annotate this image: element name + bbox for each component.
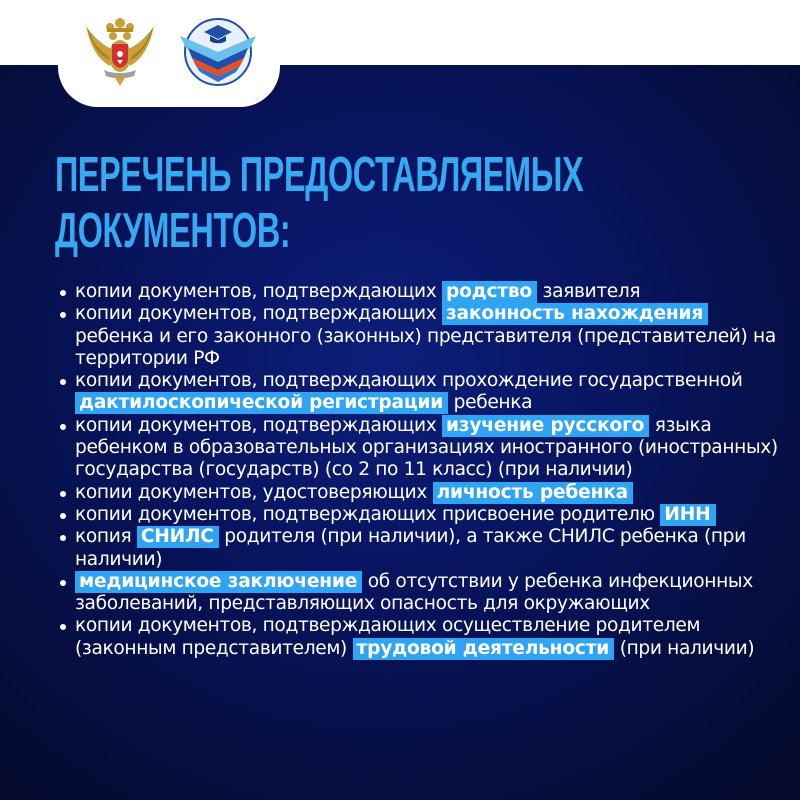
- bullet-icon: [60, 535, 66, 541]
- bullet-icon: [60, 624, 66, 630]
- item-text: копии документов, подтверждающих: [75, 281, 442, 302]
- education-book-logo-icon: [178, 14, 258, 89]
- documents-list: [58, 281, 778, 660]
- list-item: [58, 571, 778, 616]
- highlight-label: изучение русского: [442, 415, 649, 437]
- item-text: (при наличии): [614, 637, 755, 659]
- item-text: копии документов, подтверждающих: [75, 414, 442, 436]
- bullet-icon: [60, 379, 66, 385]
- item-text: об отсутствии у ребенка инфекционных заболеваний, представляющих опасность для окружающих: [75, 570, 753, 615]
- page-title: [55, 147, 583, 259]
- item-text: языка ребенком в образовательных организациях иностранного (иностранных) государства (государств) (со 2 по 11 класс) (при наличии): [75, 414, 778, 481]
- title-line-2: ДОКУМЕНТОВ:: [55, 204, 291, 258]
- list-item: [58, 415, 778, 482]
- bullet-icon: [60, 491, 66, 497]
- item-text: родителя (при наличии), а также СНИЛС ребенка (при наличии): [75, 526, 746, 570]
- bullet-icon: [60, 513, 66, 519]
- item-text: заявителя: [537, 281, 641, 302]
- item-text: копии документов, подтверждающих присвоение родителю: [75, 503, 661, 525]
- highlight-label: трудовой деятельности: [353, 638, 615, 660]
- highlight-label: личность ребенка: [433, 482, 633, 504]
- item-text: копии документов, подтверждающих: [75, 303, 442, 325]
- highlight-label: дактилоскопической регистрации: [75, 392, 448, 414]
- highlight-label: медицинское заключение: [75, 571, 362, 593]
- list-item: [58, 504, 778, 526]
- title-line-1: ПЕРЕЧЕНЬ ПРЕДОСТАВЛЯЕМЫХ: [55, 148, 584, 202]
- item-text: копии документов, подтверждающих прохождение государственной: [75, 370, 743, 392]
- bullet-icon: [60, 580, 66, 586]
- bullet-icon: [60, 424, 66, 430]
- list-item: [58, 303, 778, 370]
- list-item: [58, 281, 778, 303]
- list-item: [58, 526, 778, 571]
- highlight-label: СНИЛС: [137, 526, 219, 548]
- bullet-icon: [60, 290, 66, 296]
- item-text: ребенка и его законного (законных) представителя (представителей) на территории РФ: [75, 325, 776, 369]
- highlight-label: родство: [442, 281, 537, 303]
- item-text: копия: [75, 526, 137, 548]
- highlight-label: законность нахождения: [442, 303, 708, 325]
- item-text: копии документов, удостоверяющих: [75, 481, 433, 503]
- item-text: копии документов, подтверждающих осуществление родителем (законным представителем): [75, 615, 701, 659]
- item-text: ребенка: [448, 392, 533, 414]
- double-headed-eagle-emblem-icon: [80, 14, 160, 89]
- bullet-icon: [60, 312, 66, 318]
- list-item: [58, 615, 778, 660]
- highlight-label: ИНН: [660, 504, 715, 526]
- list-item: [58, 482, 778, 504]
- list-item: [58, 370, 778, 415]
